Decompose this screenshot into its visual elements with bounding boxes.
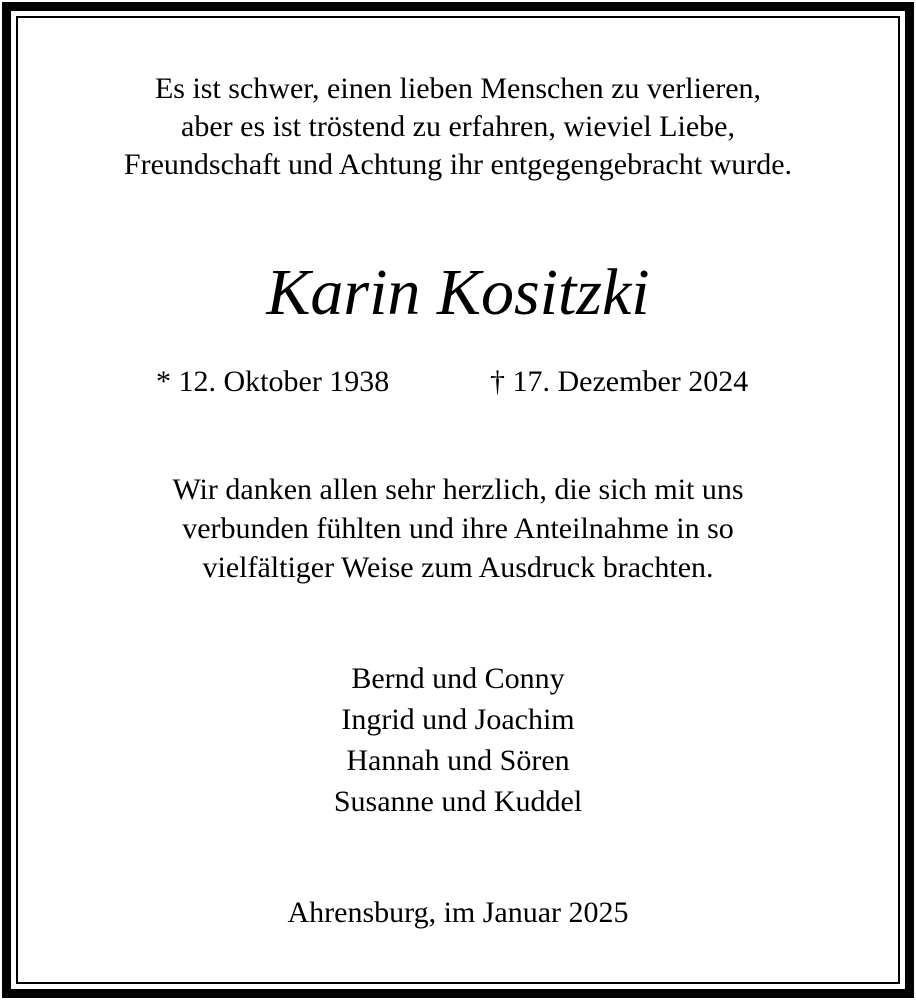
- thanks-text: [0, 470, 916, 587]
- family-member: Ingrid und Joachim: [341, 703, 575, 736]
- family-signatures: [0, 658, 916, 822]
- quote-line: aber es ist tröstend zu erfahren, wieviel Liebe,: [181, 110, 735, 143]
- thanks-line: verbunden fühlten und ihre Anteilnahme in so: [182, 512, 734, 545]
- memorial-quote: [0, 70, 916, 184]
- birth-date: * 12. Oktober 1938: [156, 365, 390, 398]
- family-member: Hannah und Sören: [346, 744, 570, 777]
- deceased-name: Karin Kositzki: [266, 256, 650, 329]
- thanks-line: vielfältiger Weise zum Ausdruck brachten.: [202, 551, 714, 584]
- death-date: † 17. Dezember 2024: [490, 365, 749, 398]
- family-member: Susanne und Kuddel: [333, 785, 583, 818]
- family-member: Bernd und Conny: [351, 662, 565, 695]
- place-and-date: Ahrensburg, im Januar 2025: [287, 896, 629, 929]
- thanks-line: Wir danken allen sehr herzlich, die sich mit uns: [172, 473, 744, 506]
- quote-line: Freundschaft und Achtung ihr entgegengebracht wurde.: [123, 148, 793, 181]
- quote-line: Es ist schwer, einen lieben Menschen zu verlieren,: [154, 72, 762, 105]
